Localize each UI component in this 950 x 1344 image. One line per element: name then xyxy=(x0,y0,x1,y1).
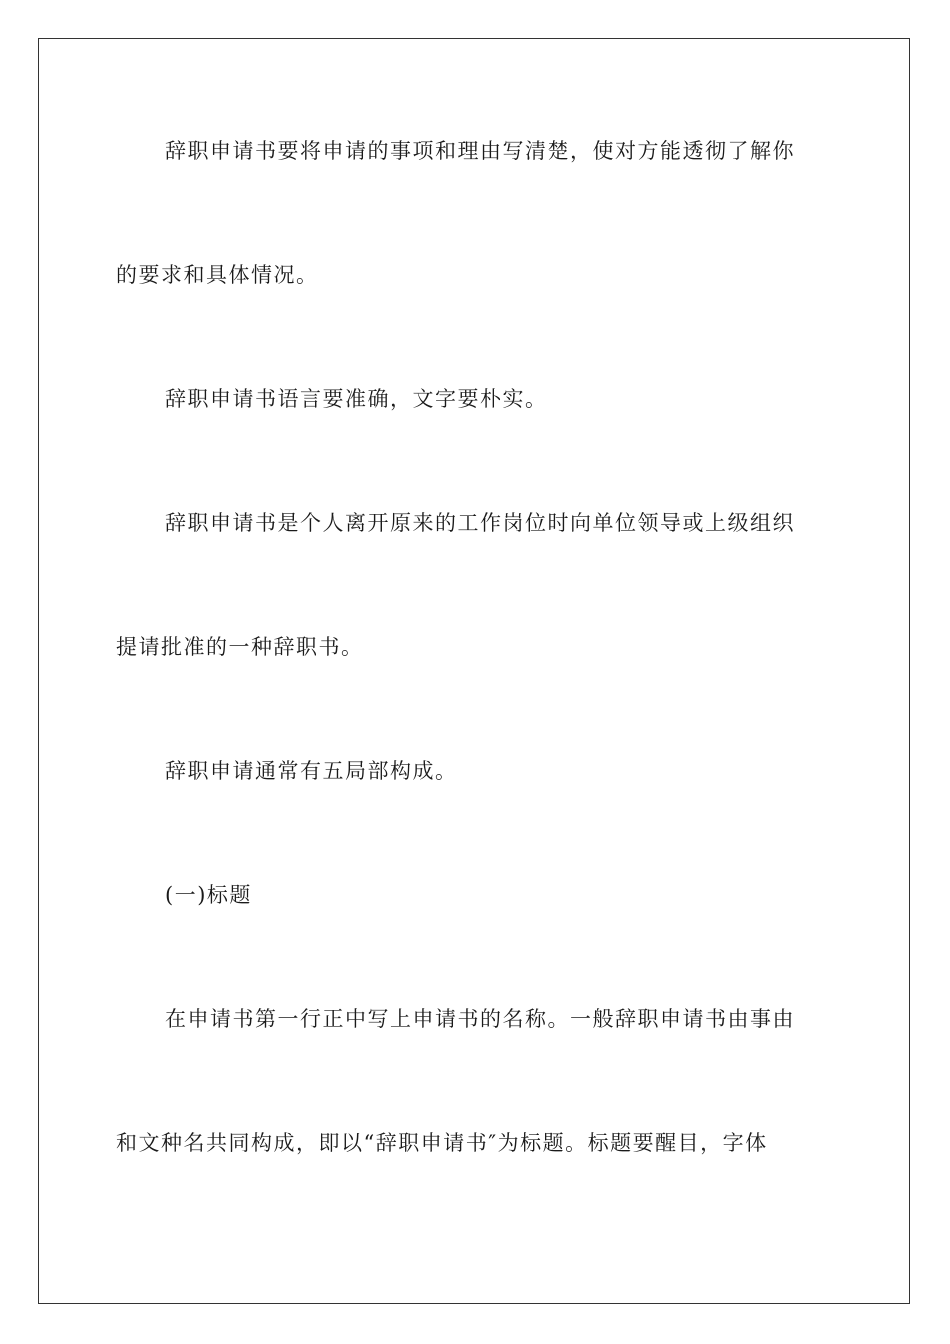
paragraph-line: 辞职申请书语言要准确，文字要朴实。 xyxy=(165,387,548,411)
paragraph-line: 辞职申请通常有五局部构成。 xyxy=(165,759,458,783)
paragraph-line: 辞职申请书要将申请的事项和理由写清楚，使对方能透彻了解你 xyxy=(165,139,795,163)
paragraph-line: 辞职申请书是个人离开原来的工作岗位时向单位领导或上级组织 xyxy=(165,511,795,535)
paragraph-line: 的要求和具体情况。 xyxy=(116,263,319,287)
paragraph-line: 和文种名共同构成，即以“辞职申请书″为标题。标题要醒目，字体 xyxy=(116,1131,768,1155)
paragraph-line: 在申请书第一行正中写上申请书的名称。一般辞职申请书由事由 xyxy=(165,1007,795,1031)
page-border xyxy=(38,38,910,1304)
paragraph-line: 提请批准的一种辞职书。 xyxy=(116,635,364,659)
section-heading: (一)标题 xyxy=(165,883,252,907)
